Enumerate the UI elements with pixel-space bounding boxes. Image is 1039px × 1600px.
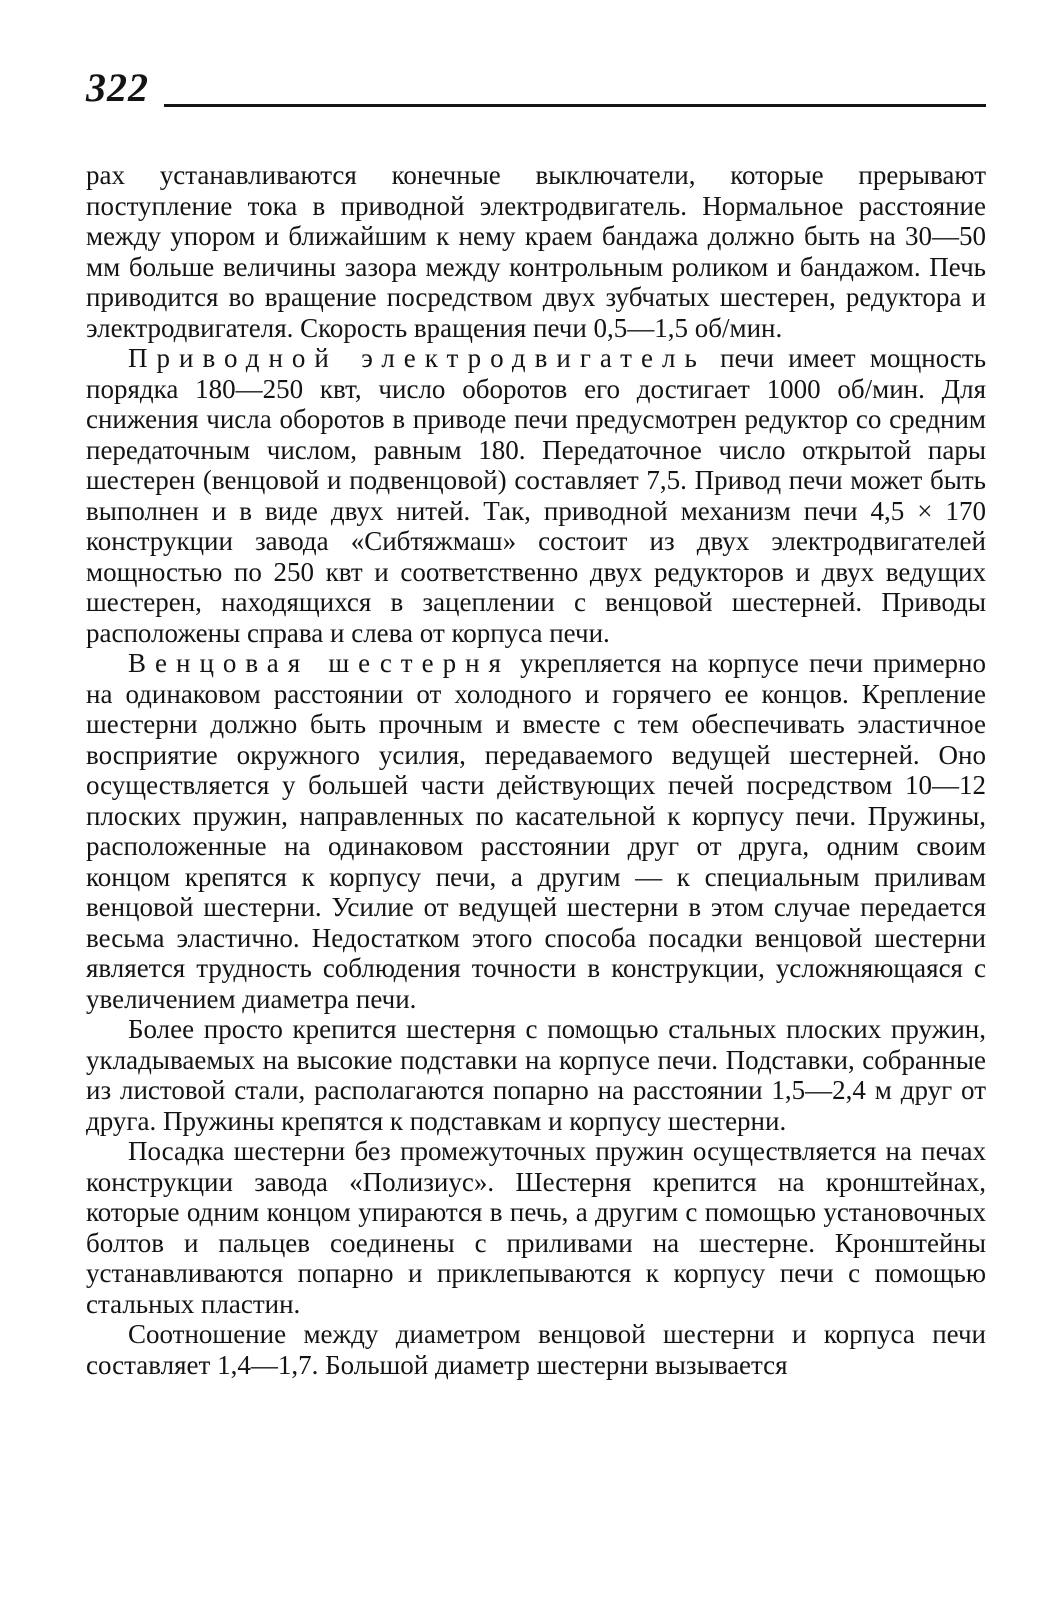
paragraph-text: Посадка шестерни без промежуточных пружин осуществляется на печах конструкции завода «Полизиус». Шестерня крепится на кронштейнах, которые одним концом упираются в печь, а другим с помощью установочных болтов и пальцев соединены с приливами на шестерне. Кронштейны устанавливаются попарно и приклепываются к корпусу печи с помощью стальных пластин. — [86, 1136, 986, 1319]
spaced-term-drive-motor: Приводной электродвигатель — [128, 343, 706, 373]
body-text — [86, 160, 986, 1380]
paragraph-text: рах устанавливаются конечные выключатели, которые прерывают поступление тока в приводной электродвигатель. Нормальное расстояние между упором и ближайшим к нему краем бандажа должно быть на 30—50 мм больше величины зазора между контрольным роликом и бандажом. Печь приводится во вращение посредством двух зубчатых шестерен, редуктора и электродвигателя. Скорость вращения печи 0,5—1,5 об/мин. — [86, 160, 986, 343]
paragraph-text: печи имеет мощность порядка 180—250 квт, число оборотов его достигает 1000 об/мин. Для снижения числа оборотов в приводе печи предусмотрен редуктор со средним передаточным числом, равным 180. Передаточное число открытой пары шестерен (венцовой и подвенцовой) составляет 7,5. Привод печи может быть выполнен и в виде двух нитей. Так, приводной механизм печи 4,5 × 170 конструкции завода «Сибтяжмаш» состоит из двух электродвигателей мощностью по 250 квт и соответственно двух редукторов и двух ведущих шестерен, находящихся в зацеплении с венцовой шестерней. Приводы расположены справа и слева от корпуса печи. — [86, 343, 987, 648]
paragraph-3 — [86, 648, 986, 1014]
paragraph-4 — [86, 1014, 986, 1136]
spaced-term-ring-gear: Венцовая шестерня — [128, 648, 510, 678]
paragraph-5 — [86, 1136, 986, 1319]
header-rule — [164, 104, 986, 107]
paragraph-1 — [86, 160, 986, 343]
paragraph-6 — [86, 1319, 986, 1380]
paragraph-text: Более просто крепится шестерня с помощью стальных плоских пружин, укладываемых на высокие подставки на корпусе печи. Подставки, собранные из листовой стали, располагаются попарно на расстоянии 1,5—2,4 м друг от друга. Пружины крепятся к подставкам и корпусу шестерни. — [86, 1014, 986, 1136]
page-header — [86, 62, 986, 112]
paragraph-2 — [86, 343, 986, 648]
page-number: 322 — [86, 65, 149, 110]
paragraph-text: укрепляется на корпусе печи примерно на одинаковом расстоянии от холодного и горячего ее концов. Крепление шестерни должно быть прочным и вместе с тем обеспечивать эластичное восприятие окружного усилия, передаваемого ведущей шестерней. Оно осуществляется у большей части действующих печей посредством 10—12 плоских пружин, направленных по касательной к корпусу печи. Пружины, расположенные на одинаковом расстоянии друг от друга, одним своим концом крепятся к корпусу печи, а другим — к специальным приливам венцовой шестерни. Усилие от ведущей шестерни в этом случае передается весьма эластично. Недостатком этого способа посадки венцовой шестерни является трудность соблюдения точности в конструкции, усложняющаяся с увеличением диаметра печи. — [86, 648, 986, 1014]
paragraph-text: Соотношение между диаметром венцовой шестерни и корпуса печи составляет 1,4—1,7. Большой диаметр шестерни вызывается — [86, 1319, 986, 1380]
